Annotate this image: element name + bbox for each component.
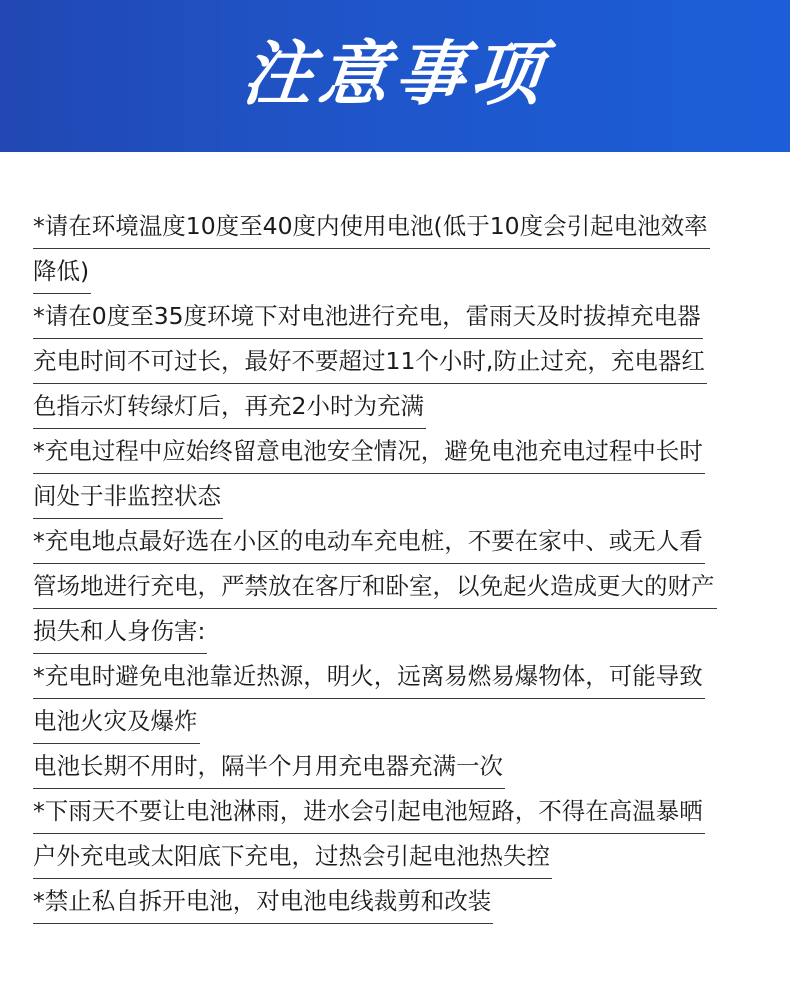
notice-line-text: 电池长期不用时，隔半个月用充电器充满一次	[33, 744, 505, 789]
notice-line	[33, 654, 763, 699]
notice-line-text: 管场地进行充电，严禁放在客厅和卧室，以免起火造成更大的财产	[33, 564, 717, 609]
notice-list	[33, 204, 763, 924]
page-title: 注意事项	[238, 33, 552, 115]
notice-line-text: *充电地点最好选在小区的电动车充电桩，不要在家中、或无人看	[33, 519, 705, 564]
notice-line-text: *下雨天不要让电池淋雨，进水会引起电池短路，不得在高温暴晒	[33, 789, 705, 834]
notice-line	[33, 474, 763, 519]
notice-line-text: 降低)	[33, 249, 91, 294]
notice-line	[33, 249, 763, 294]
notice-line	[33, 879, 763, 924]
notice-line-text: *禁止私自拆开电池，对电池电线裁剪和改装	[33, 879, 493, 924]
notice-line-text: 充电时间不可过长，最好不要超过11个小时,防止过充，充电器红	[33, 339, 707, 384]
notice-line	[33, 519, 763, 564]
notice-line-text: *请在0度至35度环境下对电池进行充电，雷雨天及时拔掉充电器	[33, 294, 703, 339]
notice-line	[33, 699, 763, 744]
notice-line-text: 损失和人身伤害:	[33, 609, 207, 654]
notice-line-text: 色指示灯转绿灯后，再充2小时为充满	[33, 384, 426, 429]
notice-line-text: 间处于非监控状态	[33, 474, 223, 519]
notice-line	[33, 384, 763, 429]
notice-line	[33, 789, 763, 834]
notice-line-text: 户外充电或太阳底下充电，过热会引起电池热失控	[33, 834, 552, 879]
notice-line	[33, 429, 763, 474]
header-banner	[0, 0, 790, 152]
notice-line	[33, 339, 763, 384]
notice-line-text: *充电过程中应始终留意电池安全情况，避免电池充电过程中长时	[33, 429, 705, 474]
notice-line	[33, 609, 763, 654]
notice-line	[33, 744, 763, 789]
notice-line	[33, 834, 763, 879]
notice-line-text: *充电时避免电池靠近热源，明火，远离易燃易爆物体，可能导致	[33, 654, 705, 699]
notice-line	[33, 564, 763, 609]
notice-line	[33, 294, 763, 339]
notice-line-text: *请在环境温度10度至40度内使用电池(低于10度会引起电池效率	[33, 204, 710, 249]
notice-line-text: 电池火灾及爆炸	[33, 699, 200, 744]
notice-line	[33, 204, 763, 249]
